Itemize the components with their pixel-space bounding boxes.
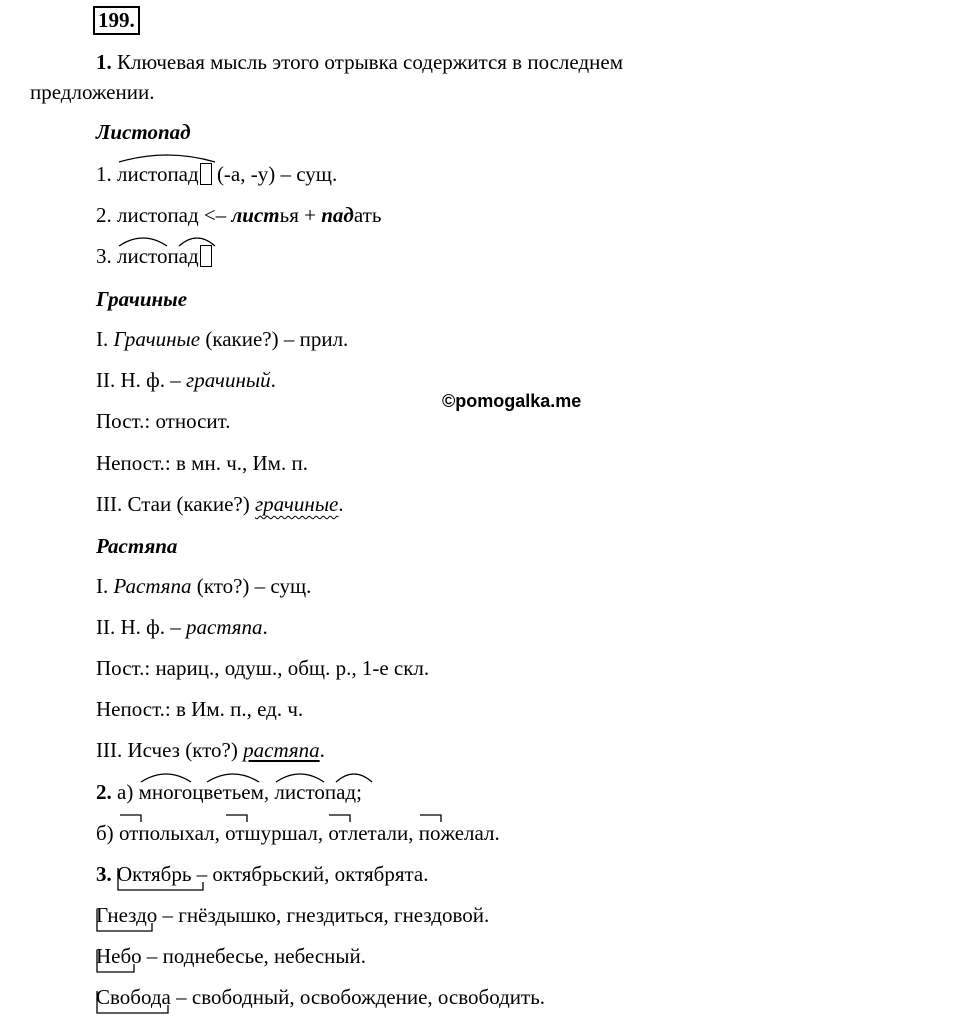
rastyapa-line2 <box>96 615 268 639</box>
task1-line1 <box>96 50 623 74</box>
task3-l2-rest: – гнёздышко, гнездиться, гнездовой. <box>157 903 490 927</box>
stem-mark-oktyabr: Октябрь <box>117 862 191 886</box>
task1-line2: предложении. <box>30 80 155 104</box>
grachinye-l2-word: грачиный <box>186 368 271 392</box>
task2-word-listopad-roots: листопад <box>274 780 356 804</box>
listopad-l2-text1: ья + <box>279 203 322 227</box>
heading-grachinye: Грачиные <box>96 287 188 311</box>
listopad-l1-word-root-marked: листопад <box>117 162 199 186</box>
stem-mark-gnezdo: Гнездо <box>96 903 157 927</box>
exercise-number: 199. <box>93 6 140 35</box>
grachinye-line5 <box>96 492 344 516</box>
task3-l1-rest: – октябрьский, октябрята. <box>191 862 429 886</box>
task2-a-sep: , <box>263 780 275 804</box>
grachinye-l1-a: I. <box>96 327 114 351</box>
rastyapa-l5-b: . <box>319 738 325 762</box>
rastyapa-l2-word: растяпа <box>186 615 263 639</box>
rastyapa-l1-a: I. <box>96 574 114 598</box>
rastyapa-line4: Непост.: в Им. п., ед. ч. <box>96 697 304 721</box>
listopad-l1-prefix: 1. <box>96 162 117 186</box>
rastyapa-line1 <box>96 574 311 598</box>
zero-ending-box-2 <box>200 245 212 267</box>
task3-number: 3. <box>96 862 112 886</box>
grachinye-l5-b: . <box>338 492 344 516</box>
listopad-l2-prefix: 2. листопад <– <box>96 203 232 227</box>
listopad-l2-root2: пад <box>321 203 354 227</box>
grachinye-line4: Непост.: в мн. ч., Им. п. <box>96 451 308 475</box>
task3-line2 <box>96 903 489 927</box>
task2-b-w4-rest: желал <box>440 821 495 845</box>
grachinye-l2-a: II. Н. ф. – <box>96 368 187 392</box>
listopad-line1 <box>96 162 337 186</box>
listopad-line3 <box>96 244 212 268</box>
task2-b-w2-rest: шуршал <box>244 821 318 845</box>
listopad-line2 <box>96 203 381 227</box>
task3-l3-rest: – поднебесье, небесный. <box>141 944 366 968</box>
rastyapa-line3: Пост.: нариц., одуш., общ. р., 1-е скл. <box>96 656 430 680</box>
task2-b-end: . <box>494 821 500 845</box>
watermark: ©pomogalka.me <box>442 391 582 411</box>
task2-b-w3-rest: летали <box>347 821 409 845</box>
sep-2: , <box>317 821 329 845</box>
task3-l4-rest: – свободный, освобождение, освободить. <box>170 985 546 1009</box>
task2-number: 2. <box>96 780 112 804</box>
task3-line4 <box>96 985 545 1009</box>
grachinye-l2-b: . <box>270 368 276 392</box>
rastyapa-l2-b: . <box>262 615 268 639</box>
rastyapa-l1-word: Растяпа <box>113 574 192 598</box>
stem-mark-nebo: Небо <box>96 944 142 968</box>
task2-word-mnogotsvetem-roots: многоцветьем <box>139 780 264 804</box>
grachinye-l1-b: (какие?) – прил. <box>200 327 349 351</box>
heading-listopad: Листопад <box>96 120 191 144</box>
grachinye-line2 <box>96 368 276 392</box>
task1-number: 1. <box>96 50 112 74</box>
sep-1: , <box>214 821 226 845</box>
rastyapa-line5 <box>96 738 325 762</box>
sep-3: , <box>408 821 419 845</box>
task3-line1 <box>96 862 429 886</box>
zero-ending-box <box>200 163 212 185</box>
listopad-l2-text2: ать <box>353 203 382 227</box>
prefix-mark-ot-2: от <box>225 821 244 845</box>
stem-mark-svoboda: Свобода <box>96 985 171 1009</box>
grachinye-l5-word-wavy: грачиные <box>254 492 339 516</box>
task2-a-end: ; <box>356 780 362 804</box>
grachinye-line1 <box>96 327 348 351</box>
rastyapa-l5-word-underlined: растяпа <box>243 738 320 762</box>
heading-rastyapa: Растяпа <box>96 534 178 558</box>
grachinye-l1-word: Грачиные <box>113 327 201 351</box>
task1-text-part1: Ключевая мысль этого отрывка содержится в последнем <box>111 50 623 74</box>
task2-b-prefix: б) <box>96 821 119 845</box>
prefix-mark-ot-1: от <box>119 821 138 845</box>
prefix-mark-po: по <box>419 821 441 845</box>
grachinye-line3: Пост.: относит. <box>96 409 231 433</box>
grachinye-l5-a: III. Стаи (какие?) <box>96 492 255 516</box>
task2-line-a <box>96 780 362 804</box>
listopad-l3-prefix: 3. <box>96 244 117 268</box>
task2-line-b <box>96 821 500 845</box>
prefix-mark-ot-3: от <box>328 821 347 845</box>
rastyapa-l2-a: II. Н. ф. – <box>96 615 187 639</box>
rastyapa-l1-b: (кто?) – сущ. <box>191 574 312 598</box>
rastyapa-l5-a: III. Исчез (кто?) <box>96 738 244 762</box>
listopad-l3-word-roots-marked: листопад <box>117 244 199 268</box>
task2-b-w1-rest: полыхал <box>138 821 215 845</box>
listopad-l1-rest: (-а, -у) – сущ. <box>211 162 338 186</box>
listopad-l2-root1: лист <box>231 203 280 227</box>
task3-line3 <box>96 944 366 968</box>
task2-a-prefix: а) <box>111 780 139 804</box>
